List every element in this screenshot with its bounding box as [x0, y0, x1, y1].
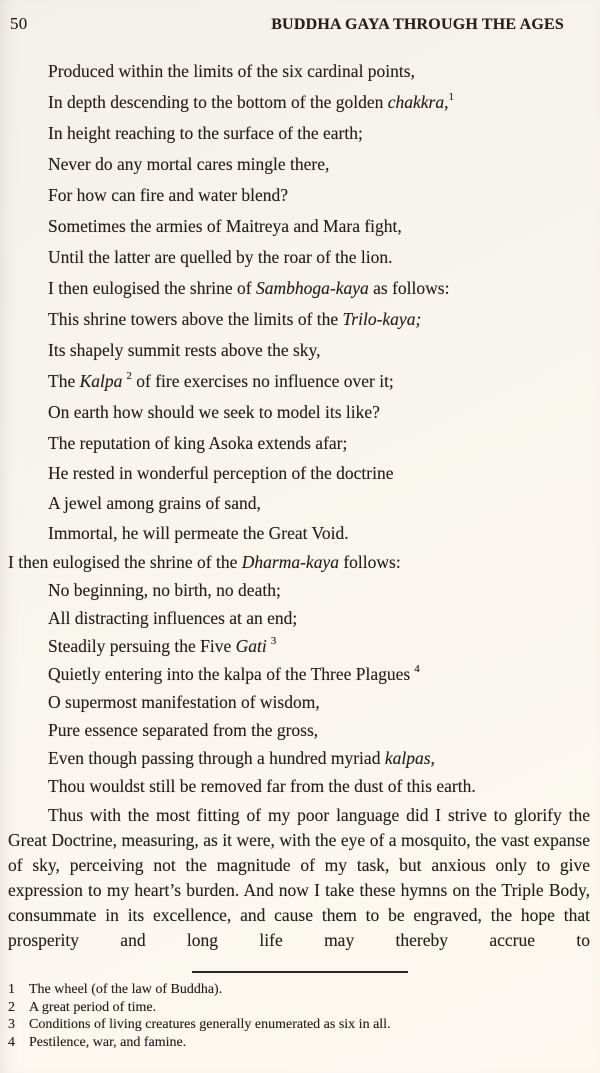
poem-text: This shrine towers above the limits of the [48, 309, 343, 329]
poem-line [8, 744, 592, 772]
footnote-reference: 4 [414, 663, 420, 676]
prose-paragraph: Thus with the most fitting of my poor language did I strive to glorify the Great Doctrine, measuring, as it were, with the eye of a mosquito, the vast expanse of sky, perceiving not the magnitude of my task, but anxious only to give expression to my heart’s burden. And now I take these hymns on the Triple Body, consummate in its excellence, and cause them to be engraved, the hope that prosperity and long life may thereby accrue to [8, 805, 590, 950]
running-head [8, 12, 592, 34]
italic-term: Kalpa [79, 371, 123, 391]
footnote-number: 3 [8, 1017, 15, 1032]
italic-term: Sambhoga-kaya [256, 278, 369, 298]
footnotes-list [8, 981, 592, 1051]
poem-line [8, 56, 592, 87]
poem-line [8, 242, 592, 273]
footnote-text: The wheel (of the law of Buddha). [29, 982, 223, 997]
footnote-item [8, 1016, 592, 1034]
poem-text: In depth descending to the bottom of the golden [48, 92, 388, 112]
poem-line [8, 518, 592, 548]
poem-text: Even though passing through a hundred myriad [48, 748, 385, 768]
italic-term: Trilo-kaya; [342, 309, 422, 329]
poem-text: follows: [338, 552, 401, 572]
poem-line [8, 87, 592, 118]
page-number: 50 [10, 14, 28, 33]
poem-text: On earth how should we seek to model its like? [48, 402, 380, 422]
poem-text: The [48, 371, 80, 391]
footnote-item [8, 1034, 592, 1052]
poem-text: Steadily persuing the Five [48, 636, 236, 656]
poem-text: For how can fire and water blend? [48, 185, 289, 205]
poem-text: , [444, 92, 449, 112]
footnote-reference: 3 [270, 635, 277, 648]
footnote-number: 4 [8, 1034, 15, 1050]
poem-line [8, 458, 592, 488]
poem-line [8, 632, 592, 660]
footnote-separator [192, 971, 408, 974]
footnote-number: 2 [8, 999, 15, 1015]
poem-text: Immortal, he will permeate the Great Void. [48, 523, 349, 543]
footnote-item [8, 981, 592, 999]
poem-line [8, 118, 592, 149]
poem-text: Its shapely summit rests above the sky, [48, 340, 321, 360]
poem-line [8, 428, 592, 458]
poem-text: as follows: [368, 278, 450, 298]
italic-term: kalpas, [384, 748, 435, 768]
poem-line [8, 304, 592, 335]
poem-text: of fire exercises no influence over it; [131, 371, 394, 391]
poem-text: The reputation of king Asoka extends afar; [48, 433, 348, 453]
italic-term: chakkra [387, 92, 445, 112]
poem-text: He rested in wonderful perception of the doctrine [48, 463, 394, 483]
poem-text: All distracting influences at an end; [48, 608, 298, 628]
running-title: BUDDHA GAYA THROUGH THE AGES [271, 16, 564, 33]
poem-line [8, 772, 592, 800]
poem-text: In height reaching to the surface of the earth; [48, 123, 363, 143]
poem-text: Quietly entering into the kalpa of the Three Plagues [48, 664, 411, 684]
footnote-reference: 1 [448, 91, 454, 104]
footnote-text: Pestilence, war, and famine. [29, 1034, 187, 1050]
poem-line [8, 335, 592, 366]
poem-line [8, 273, 592, 304]
poem-line [8, 366, 592, 397]
poem-text: I then eulogised the shrine of [48, 278, 257, 298]
poem [8, 56, 592, 800]
poem-text: Produced within the limits of the six cardinal points, [48, 61, 415, 81]
poem-text: Never do any mortal cares mingle there, [48, 154, 330, 174]
poem-text: I then eulogised the shrine of the [8, 552, 242, 572]
poem-line [8, 211, 592, 242]
poem-text: A jewel among grains of sand, [48, 493, 261, 513]
poem-line [8, 548, 592, 576]
poem-line [8, 716, 592, 744]
footnote-reference: 2 [126, 370, 132, 383]
footnote-number: 1 [8, 982, 15, 997]
italic-term: Gati [235, 636, 267, 656]
poem-line [8, 149, 592, 180]
footnote-item [8, 999, 592, 1017]
poem-text: Sometimes the armies of Maitreya and Mara fight, [48, 216, 402, 236]
poem-text: Pure essence separated from the gross, [48, 720, 319, 740]
poem-line [8, 604, 592, 632]
poem-text: Until the latter are quelled by the roar of the lion. [48, 247, 393, 267]
poem-line [8, 660, 592, 688]
poem-line [8, 488, 592, 518]
poem-text: No beginning, no birth, no death; [48, 580, 281, 600]
poem-text: O supermost manifestation of wisdom, [48, 692, 320, 712]
poem-text: Thou wouldst still be removed far from the dust of this earth. [48, 776, 476, 796]
poem-line [8, 688, 592, 716]
poem-line [8, 180, 592, 211]
poem-line [8, 576, 592, 604]
italic-term: Dharma-kaya [241, 552, 339, 572]
footnote-text: A great period of time. [29, 999, 157, 1015]
footnote-text: Conditions of living creatures generally enumerated as six in all. [29, 1017, 391, 1032]
poem-line [8, 397, 592, 428]
